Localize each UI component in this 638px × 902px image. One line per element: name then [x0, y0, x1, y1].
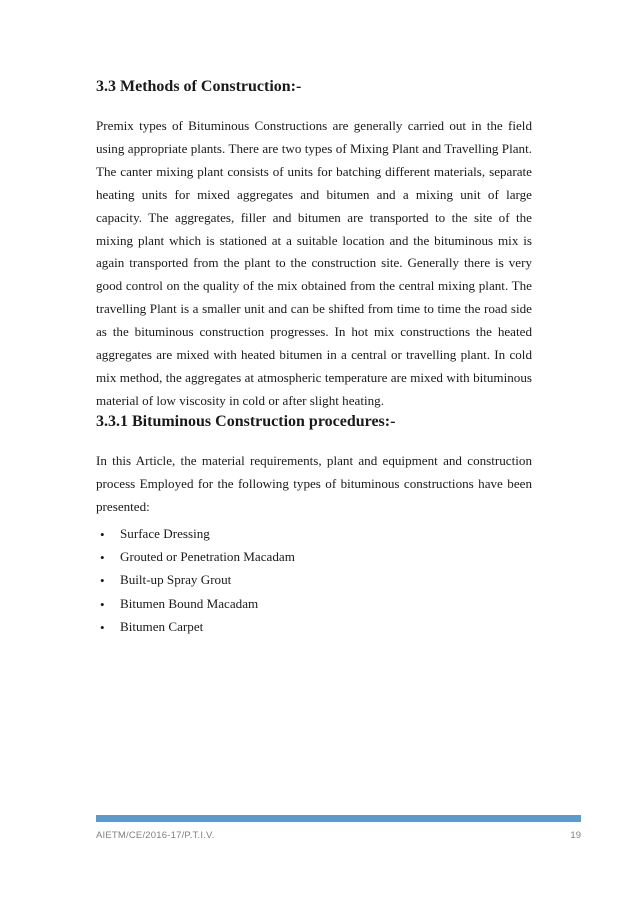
bullet-icon: •: [100, 527, 105, 542]
subsection-heading: 3.3.1 Bituminous Construction procedures:-: [96, 413, 396, 430]
list-item: • Built-up Spray Grout: [100, 572, 232, 589]
bullet-icon: •: [100, 550, 105, 566]
page-number: 19: [570, 830, 581, 841]
footer-divider: [96, 815, 581, 822]
list-item: • Surface Dressing: [100, 526, 210, 542]
bullet-icon: •: [100, 573, 105, 589]
list-item: • Bitumen Bound Macadam: [100, 595, 259, 612]
section-heading: 3.3 Methods of Construction:-: [96, 78, 302, 95]
bullet-icon: •: [100, 596, 105, 612]
construction-types-list: [96, 526, 295, 642]
footer-document-code: AIETM/CE/2016-17/P.T.I.V.: [96, 830, 215, 841]
subsection-paragraph: In this Article, the material requirements, plant and equipment and construction process Employed for the following types of bituminous constructions have been presented:: [96, 453, 532, 514]
list-item: • Bitumen Carpet: [100, 618, 204, 635]
section-paragraph: Premix types of Bituminous Constructions are generally carried out in the field using appropriate plants. There are two types of Mixing Plant and Travelling Plant. The canter mixing plant consists of units for batching different materials, separate heating units for mixed aggregates and bitumen and a mixing unit of large capacity. The aggregates, filler and bitumen are transported to the site of the mixing plant which is stationed at a suitable location and the bituminous mix is again transported from the plant to the construction site. Generally there is very good control on the quality of the mix obtained from the central mixing plant. The travelling Plant is a smaller unit and can be shifted from time to time the road side as the bituminous construction progresses. In hot mix constructions the heated aggregates are mixed with heated bitumen in a central or travelling plant. In cold mix method, the aggregates at atmospheric temperature are mixed with bituminous material of low viscosity in cold or after slight heating.: [96, 118, 532, 408]
bullet-icon: •: [100, 619, 105, 635]
list-item: • Grouted or Penetration Macadam: [100, 549, 295, 566]
